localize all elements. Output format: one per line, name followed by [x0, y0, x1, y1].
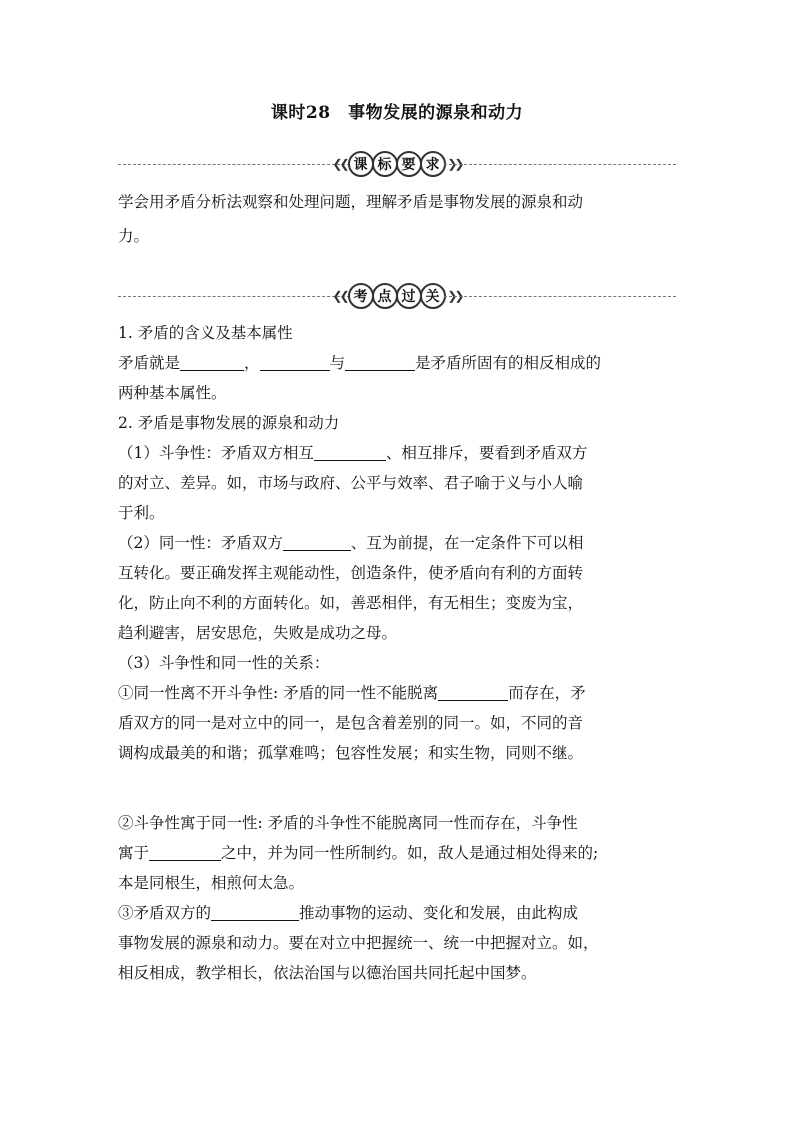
paragraph-line: 于利。: [118, 504, 165, 522]
paragraph-line: ③矛盾双方的 推动事物的运动、变化和发展，由此构成: [118, 904, 579, 922]
divider-line-right: [444, 164, 676, 165]
double-chevron-right-icon: ❯❯: [447, 157, 462, 171]
paragraph-line: ①同一性离不开斗争性: 矛盾的同一性不能脱离 而存在，矛: [118, 684, 586, 702]
section-banner: [332, 279, 462, 313]
paragraph-line: 本是同根生，相煎何太急。: [118, 874, 305, 892]
heading-1: 1. 矛盾的含义及基本属性: [118, 324, 293, 342]
section-divider-exam-points: [118, 277, 676, 317]
paragraph-line: （3）斗争性和同一性的关系：: [118, 654, 330, 672]
paragraph-line: 化，防止向不利的方面转化。如，善恶相伴，有无相生；变废为宝，: [118, 594, 584, 612]
section-divider-course-requirements: [118, 145, 676, 185]
fill-blank[interactable]: [180, 354, 244, 371]
exam-points-content: [118, 318, 680, 988]
banner-char: 关: [420, 283, 446, 309]
paragraph-line: 互转化。要正确发挥主观能动性，创造条件，使矛盾向有利的方面转: [118, 564, 584, 582]
paragraph-line: （1）斗争性：矛盾双方相互 、相互排斥，要看到矛盾双方: [118, 444, 588, 462]
paragraph-line: 的对立、差异。如，市场与政府、公平与效率、君子喻于义与小人喻: [118, 474, 584, 492]
fill-blank[interactable]: [438, 684, 508, 701]
paragraph-line: 调构成最美的和谐；孤掌难鸣；包容性发展；和实生物，同则不继。: [118, 744, 584, 762]
fill-blank[interactable]: [149, 844, 221, 861]
fill-blank[interactable]: [260, 354, 330, 371]
paragraph-line: 趋利避害，居安思危，失败是成功之母。: [118, 624, 398, 642]
paragraph-line: 两种基本属性。: [118, 384, 227, 402]
paragraph-line: 寓于 之中，并为同一性所制约。如，敌人是通过相处得来的;: [118, 844, 599, 862]
double-chevron-right-icon: ❯❯: [447, 289, 462, 303]
banner-char: 考: [348, 283, 374, 309]
paragraph-line: 矛盾就是 ， 与 是矛盾所固有的相反相成的: [118, 354, 602, 372]
course-requirements-text: 学会用矛盾分析法观察和处理问题，理解矛盾是事物发展的源泉和动 力。: [118, 193, 584, 245]
paragraph-line: 盾双方的同一是对立中的同一，是包含着差别的同一。如，不同的音: [118, 714, 584, 732]
fill-blank[interactable]: [211, 904, 299, 921]
paragraph-line: 相反相成，教学相长，依法治国与以德治国共同托起中国梦。: [118, 964, 537, 982]
divider-line-left: [118, 296, 350, 297]
banner-char: 过: [396, 283, 422, 309]
banner-char: 点: [372, 283, 398, 309]
blank-spacer: [118, 768, 680, 808]
banner-char: 要: [396, 151, 422, 177]
section-banner: [332, 147, 462, 181]
double-chevron-left-icon: ❮❮: [332, 289, 347, 303]
heading-2: 2. 矛盾是事物发展的源泉和动力: [118, 414, 340, 432]
paragraph-line: ②斗争性寓于同一性: 矛盾的斗争性不能脱离同一性而存在，斗争性: [118, 814, 578, 832]
divider-line-left: [118, 164, 350, 165]
divider-line-right: [444, 296, 676, 297]
double-chevron-left-icon: ❮❮: [332, 157, 347, 171]
banner-char: 标: [372, 151, 398, 177]
fill-blank[interactable]: [345, 354, 415, 371]
banner-char: 课: [348, 151, 374, 177]
paragraph-line: 事物发展的源泉和动力。要在对立中把握统一、统一中把握对立。如，: [118, 934, 599, 952]
banner-char: 求: [420, 151, 446, 177]
fill-blank[interactable]: [283, 534, 351, 551]
fill-blank[interactable]: [314, 444, 386, 461]
page-title: 课时28 事物发展的源泉和动力: [270, 103, 524, 123]
paragraph-line: （2）同一性：矛盾双方 、互为前提，在一定条件下可以相: [118, 534, 584, 552]
